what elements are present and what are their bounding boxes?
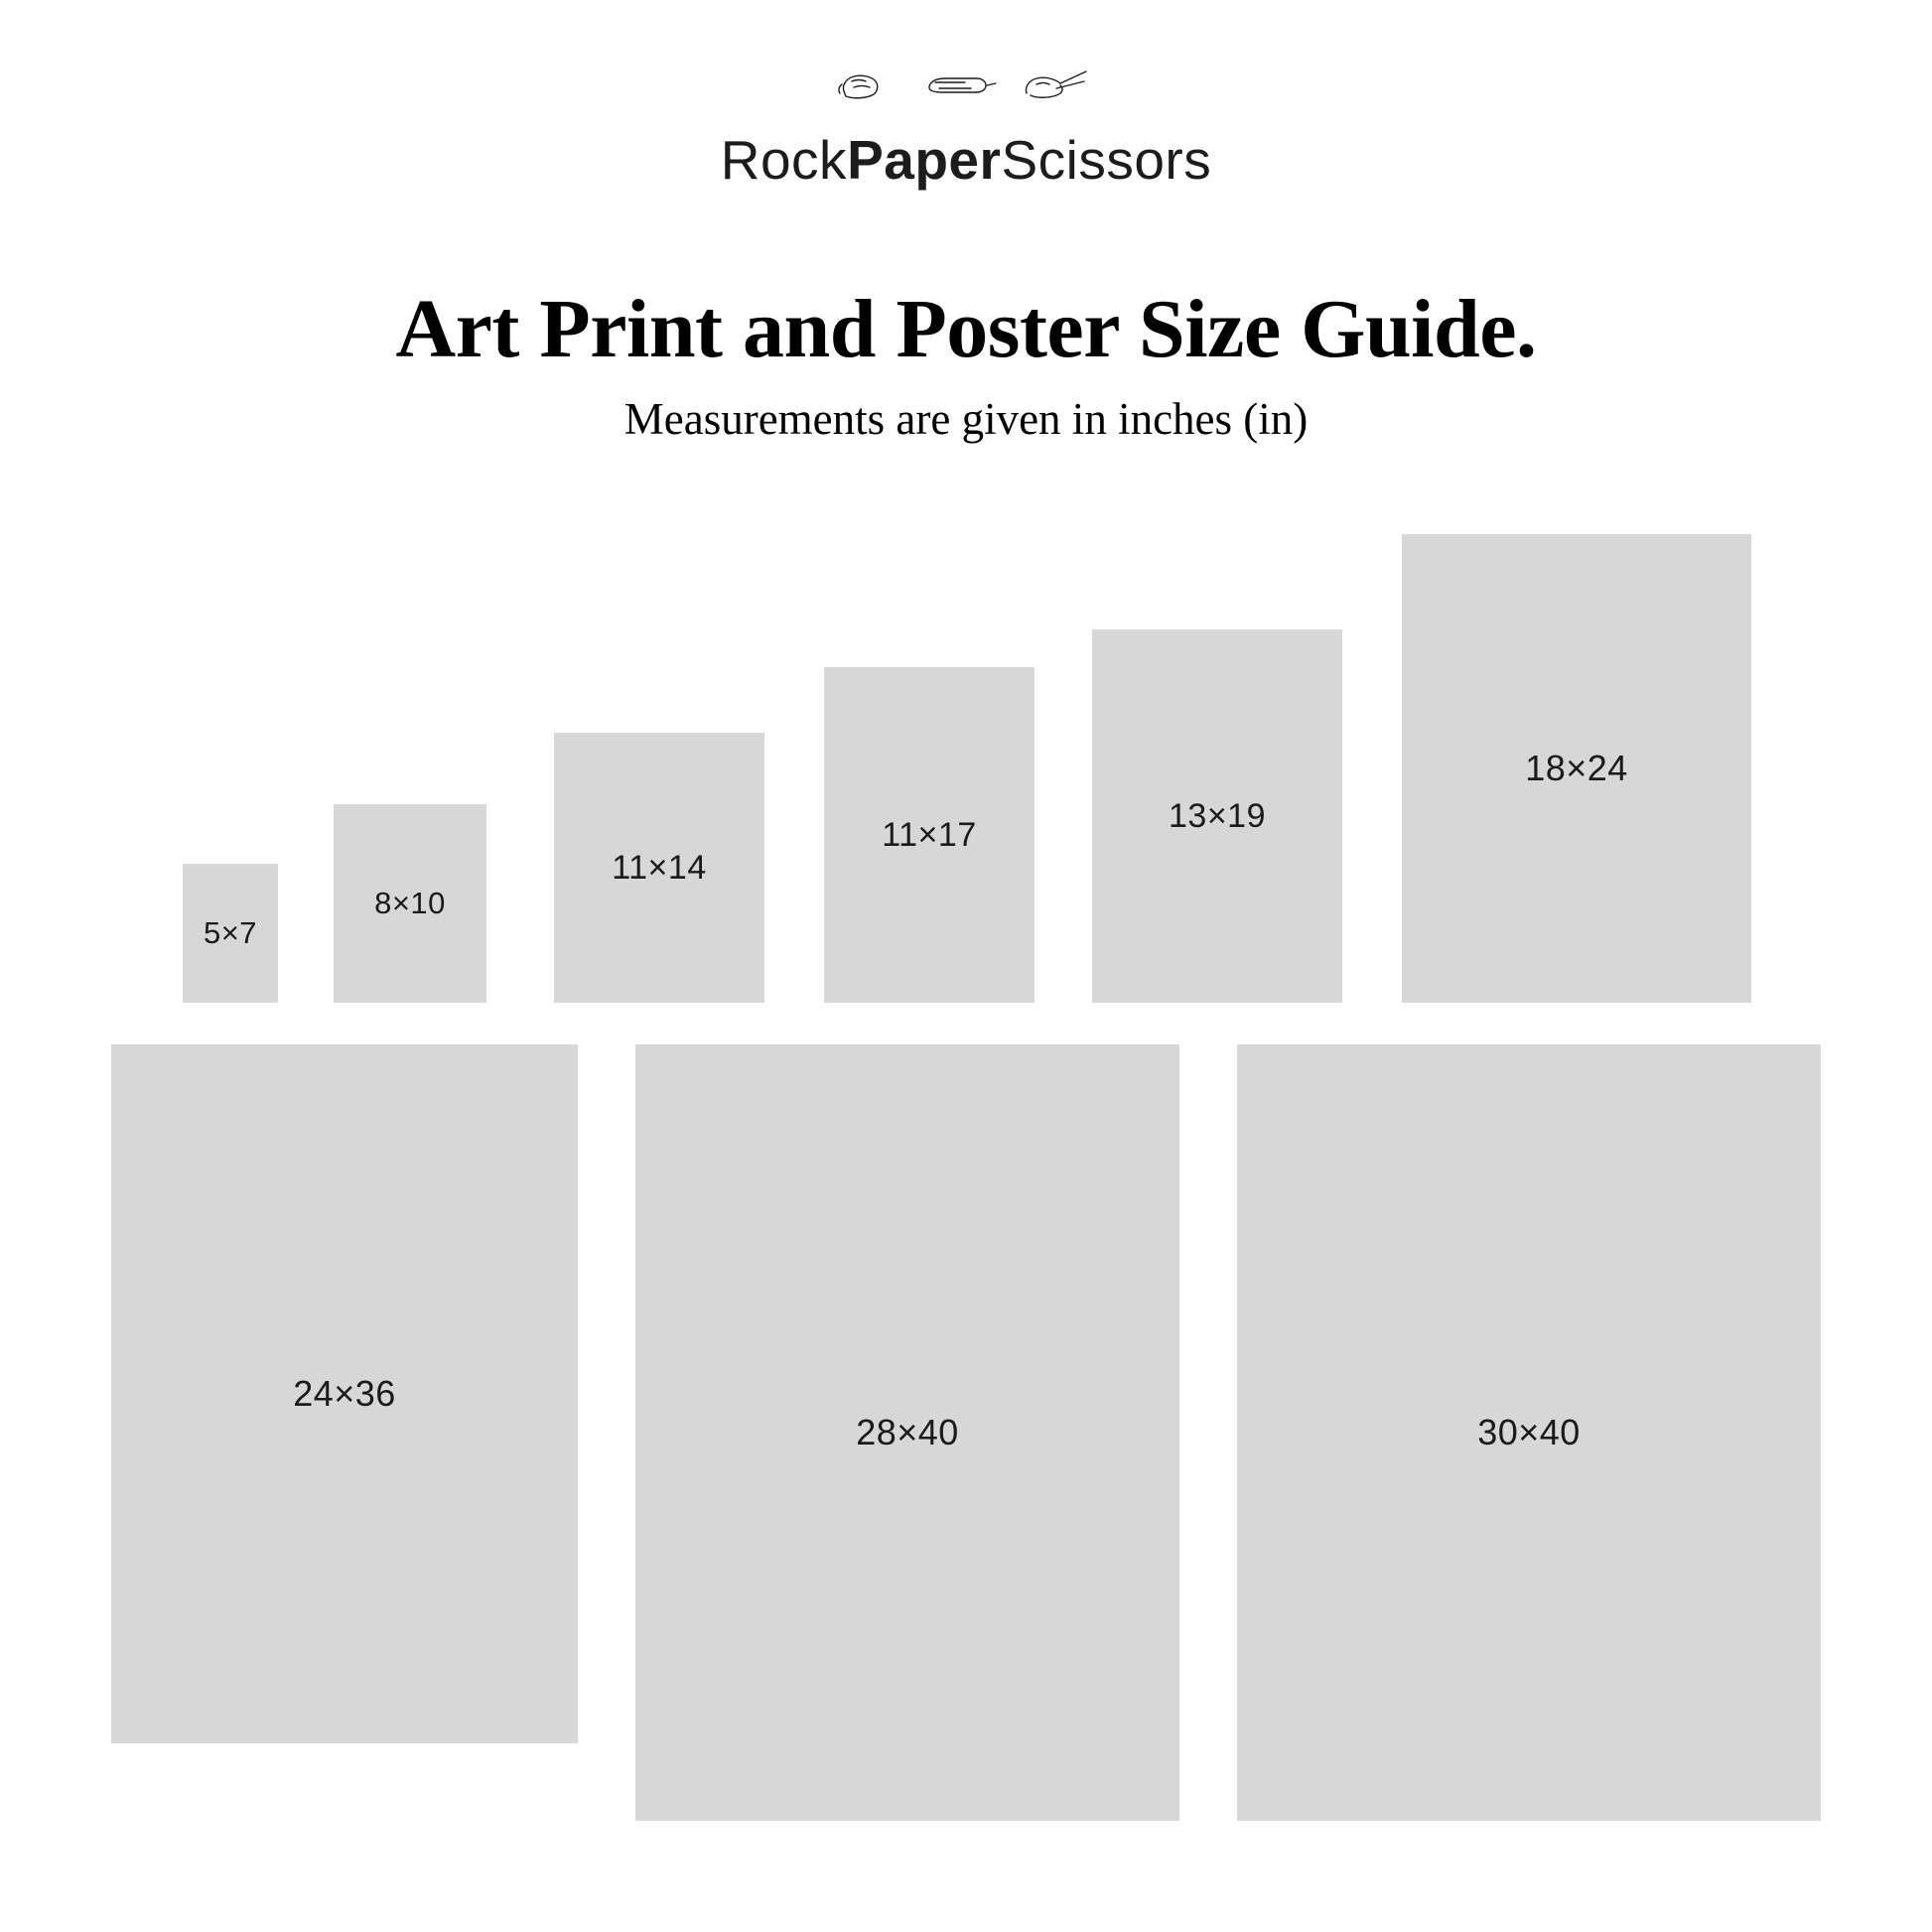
size-label-8x10: 8×10 <box>374 886 446 920</box>
size-label-30x40: 30×40 <box>1477 1412 1581 1452</box>
page-subtitle: Measurements are given in inches (in) <box>623 394 1309 444</box>
size-label-13x19: 13×19 <box>1169 796 1266 835</box>
brand-name <box>0 129 1932 191</box>
size-swatch-11x17[interactable] <box>824 667 1035 1003</box>
size-label-11x14: 11×14 <box>612 848 707 887</box>
size-label-11x17: 11×17 <box>882 815 977 854</box>
rock-paper-scissors-hands-icon <box>832 58 1100 119</box>
size-label-5x7: 5×7 <box>203 915 258 950</box>
size-swatch-diagram <box>0 516 1932 1932</box>
size-swatch-8x10[interactable] <box>334 804 486 1003</box>
brand-name-paper: Paper <box>847 129 1002 191</box>
size-swatch-11x14[interactable] <box>554 733 764 1003</box>
page-title: Art Print and Poster Size Guide. <box>395 283 1537 375</box>
size-swatch-28x40[interactable] <box>635 1044 1179 1821</box>
size-swatch-5x7[interactable] <box>183 864 278 1003</box>
size-swatch-13x19[interactable] <box>1092 629 1342 1003</box>
brand-name-scissors: Scissors <box>1001 129 1212 191</box>
size-swatch-24x36[interactable] <box>111 1044 578 1743</box>
size-swatch-30x40[interactable] <box>1237 1044 1821 1821</box>
brand-name-rock: Rock <box>720 129 848 191</box>
size-label-18x24: 18×24 <box>1525 748 1628 788</box>
brand-header <box>0 58 1932 191</box>
size-label-28x40: 28×40 <box>856 1412 959 1452</box>
size-swatch-18x24[interactable] <box>1402 534 1751 1003</box>
size-label-24x36: 24×36 <box>293 1373 396 1414</box>
